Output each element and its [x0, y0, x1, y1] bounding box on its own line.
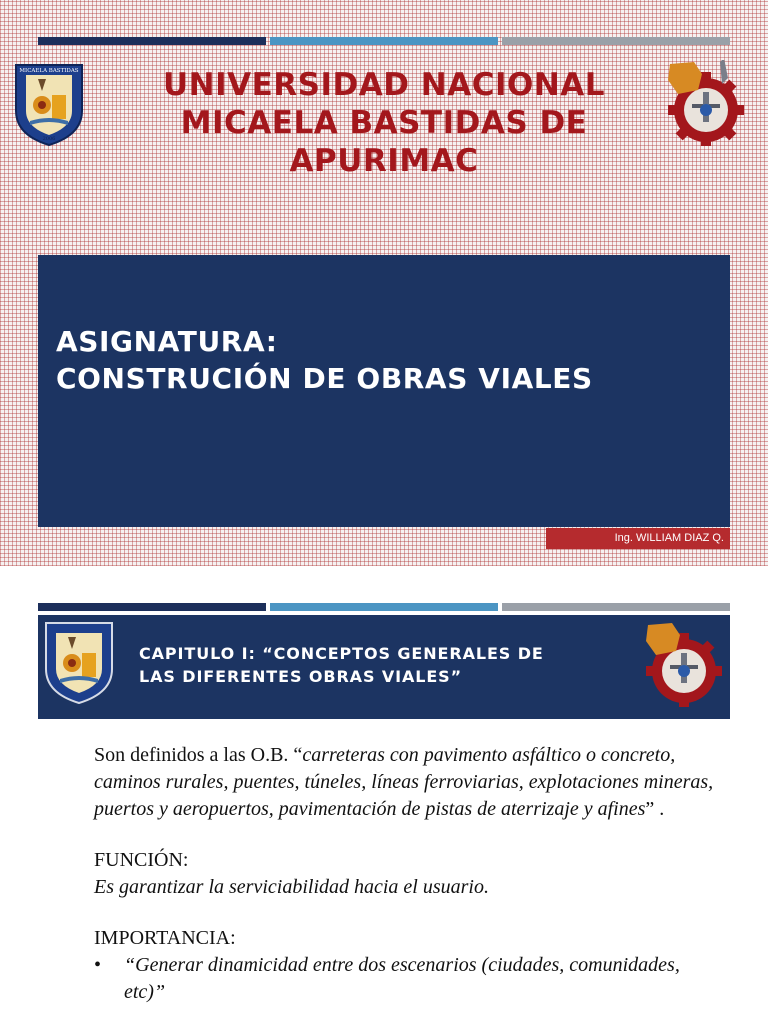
gear-icon: [642, 621, 726, 707]
slide2-shield-logo: [42, 619, 116, 705]
definition-end: ” .: [645, 798, 665, 820]
shield-icon: [42, 619, 116, 705]
bullet-marker: •: [94, 954, 102, 976]
university-shield-logo: [12, 61, 86, 147]
shield-icon: [12, 61, 86, 147]
importance-bullet: [94, 952, 714, 1006]
chapter-title: [139, 642, 619, 688]
subject-name: CONSTRUCIÓN DE OBRAS VIALES: [56, 362, 593, 395]
definition-quote: carreteras con pavimento asfáltico o concreto, caminos rurales, puentes, túneles, líneas ferroviarias, explotaciones mineras, puertos y aeropuertos, pavimentación de pistas de aterrizaje y afines: [94, 744, 714, 820]
function-text: Es garantizar la serviciabilidad hacia el usuario.: [94, 876, 489, 898]
chapter-title-line-1: CAPITULO I: “CONCEPTOS GENERALES DE: [139, 644, 544, 663]
svg-text:2006: 2006: [42, 136, 56, 142]
university-name: [120, 66, 648, 180]
importance-label: IMPORTANCIA:: [94, 927, 236, 949]
university-name-line-2: MICAELA BASTIDAS DE: [180, 105, 588, 141]
slide2-stripe-gray: [502, 603, 730, 611]
content-slide: [0, 586, 768, 1024]
university-name-line-3: APURIMAC: [289, 143, 479, 179]
slide2-stripe-navy: [38, 603, 266, 611]
author-badge: [546, 528, 730, 549]
subject-heading: [56, 323, 593, 397]
chapter-header-band: [38, 615, 730, 719]
header-stripe-navy: [38, 37, 266, 45]
gear-icon: [664, 60, 748, 146]
chapter-title-line-2: LAS DIFERENTES OBRAS VIALES”: [139, 667, 463, 686]
svg-text:MICAELA BASTIDAS: MICAELA BASTIDAS: [19, 68, 79, 74]
slide-body: [94, 742, 714, 1006]
author-name: Ing. WILLIAM DIAZ Q.: [614, 532, 724, 544]
definition-paragraph: [94, 742, 714, 823]
subject-panel: [38, 255, 730, 527]
header-stripe-blue: [270, 37, 498, 45]
slide2-stripe-blue: [270, 603, 498, 611]
subject-label: ASIGNATURA:: [56, 325, 278, 358]
university-name-line-1: UNIVERSIDAD NACIONAL: [162, 67, 606, 103]
engineering-gear-logo: [664, 60, 748, 146]
header-stripe-gray: [502, 37, 730, 45]
function-label: FUNCIÓN:: [94, 849, 189, 871]
slide2-gear-logo: [642, 621, 726, 707]
definition-intro: Son definidos a las O.B. “: [94, 744, 303, 766]
importance-bullet-text: “Generar dinamicidad entre dos escenarios (ciudades, comunidades, etc)”: [124, 954, 680, 1003]
